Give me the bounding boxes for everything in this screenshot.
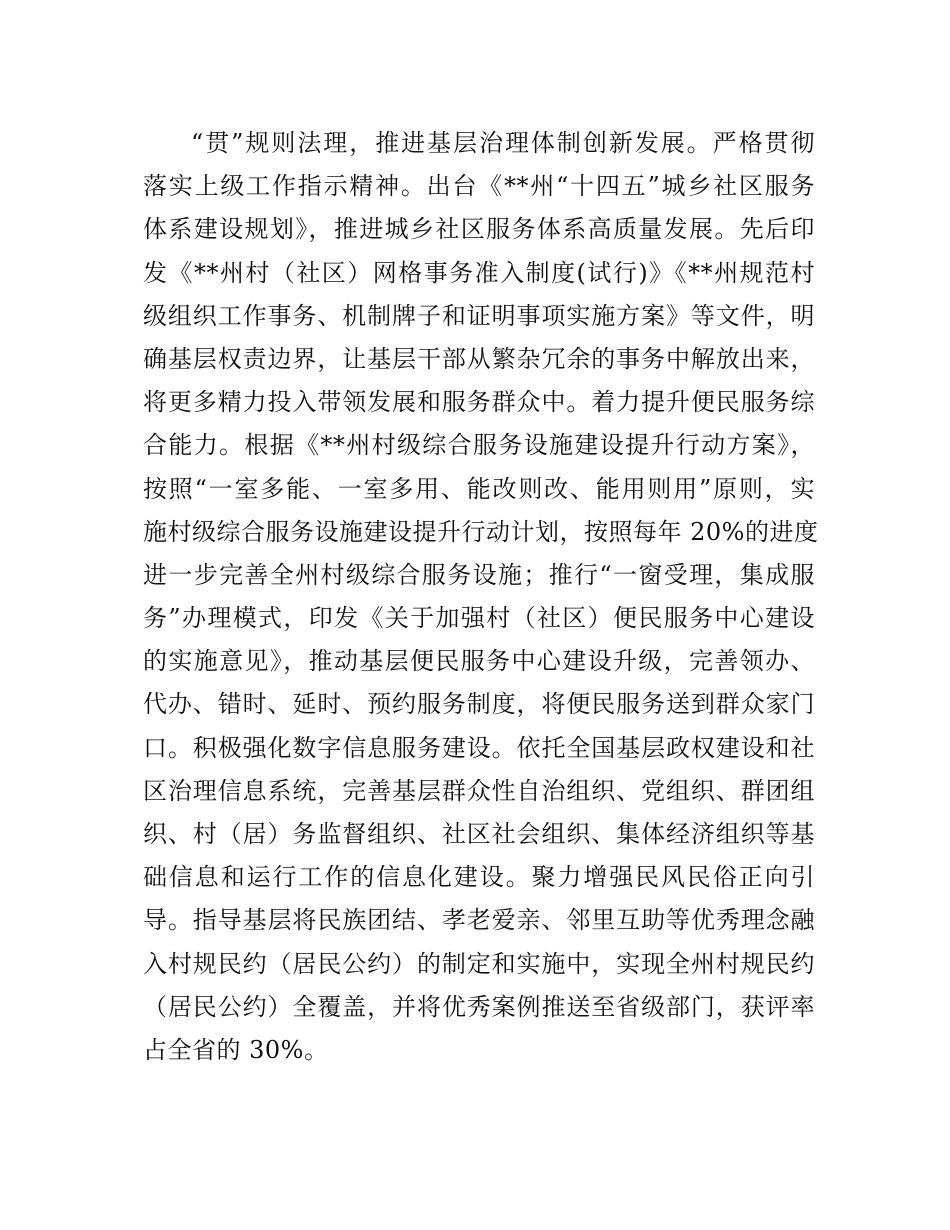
paragraph-line-14: 代办、错时、延时、预约服务制度，将便民服务送到群众家门 [143, 690, 815, 719]
paragraph-line-19: 导。指导基层将民族团结、孝老爱亲、邻里互助等优秀理念融 [143, 906, 815, 935]
paragraph-line-15: 口。积极强化数字信息服务建设。依托全国基层政权建设和社 [143, 733, 815, 762]
paragraph-line-7: 将更多精力投入带领发展和服务群众中。着力提升便民服务综 [143, 388, 815, 417]
paragraph-line-13: 的实施意见》，推动基层便民服务中心建设升级，完善领办、 [143, 647, 815, 676]
paragraph-line-11: 进一步完善全州村级综合服务设施；推行“一窗受理，集成服 [143, 560, 815, 589]
paragraph-line-17: 织、村（居）务监督组织、社区社会组织、集体经济组织等基 [143, 820, 815, 848]
paragraph-line-4: 发《**州村（社区）网格事务准入制度(试行)》《**州规范村 [143, 258, 815, 287]
paragraph-line-20: 入村规民约（居民公约）的制定和实施中，实现全州村规民约 [143, 949, 815, 978]
paragraph-line-16: 区治理信息系统，完善基层群众性自治组织、党组织、群团组 [143, 776, 815, 805]
paragraph-line-22: 占全省的 30%。 [143, 1035, 329, 1064]
paragraph-line-5: 级组织工作事务、机制牌子和证明事项实施方案》等文件，明 [143, 301, 815, 330]
paragraph-line-9: 按照“一室多能、一室多用、能改则改、能用则用”原则，实 [143, 474, 815, 503]
body-paragraph [143, 122, 819, 1072]
paragraph-line-3: 体系建设规划》，推进城乡社区服务体系高质量发展。先后印 [143, 215, 815, 244]
paragraph-line-1: “贯”规则法理，推进基层治理体制创新发展。严格贯彻 [191, 129, 815, 157]
paragraph-line-21: （居民公约）全覆盖，并将优秀案例推送至省级部门，获评率 [143, 992, 815, 1021]
paragraph-line-12: 务”办理模式，印发《关于加强村（社区）便民服务中心建设 [143, 604, 815, 633]
paragraph-line-2: 落实上级工作指示精神。出台《**州“十四五”城乡社区服务 [143, 172, 815, 201]
paragraph-line-6: 确基层权责边界，让基层干部从繁杂冗余的事务中解放出来， [143, 344, 815, 373]
paragraph-line-8: 合能力。根据《**州村级综合服务设施建设提升行动方案》， [143, 431, 815, 460]
paragraph-line-10: 施村级综合服务设施建设提升行动计划，按照每年 20%的进度 [143, 517, 819, 546]
paragraph-line-18: 础信息和运行工作的信息化建设。聚力增强民风民俗正向引 [143, 863, 815, 892]
